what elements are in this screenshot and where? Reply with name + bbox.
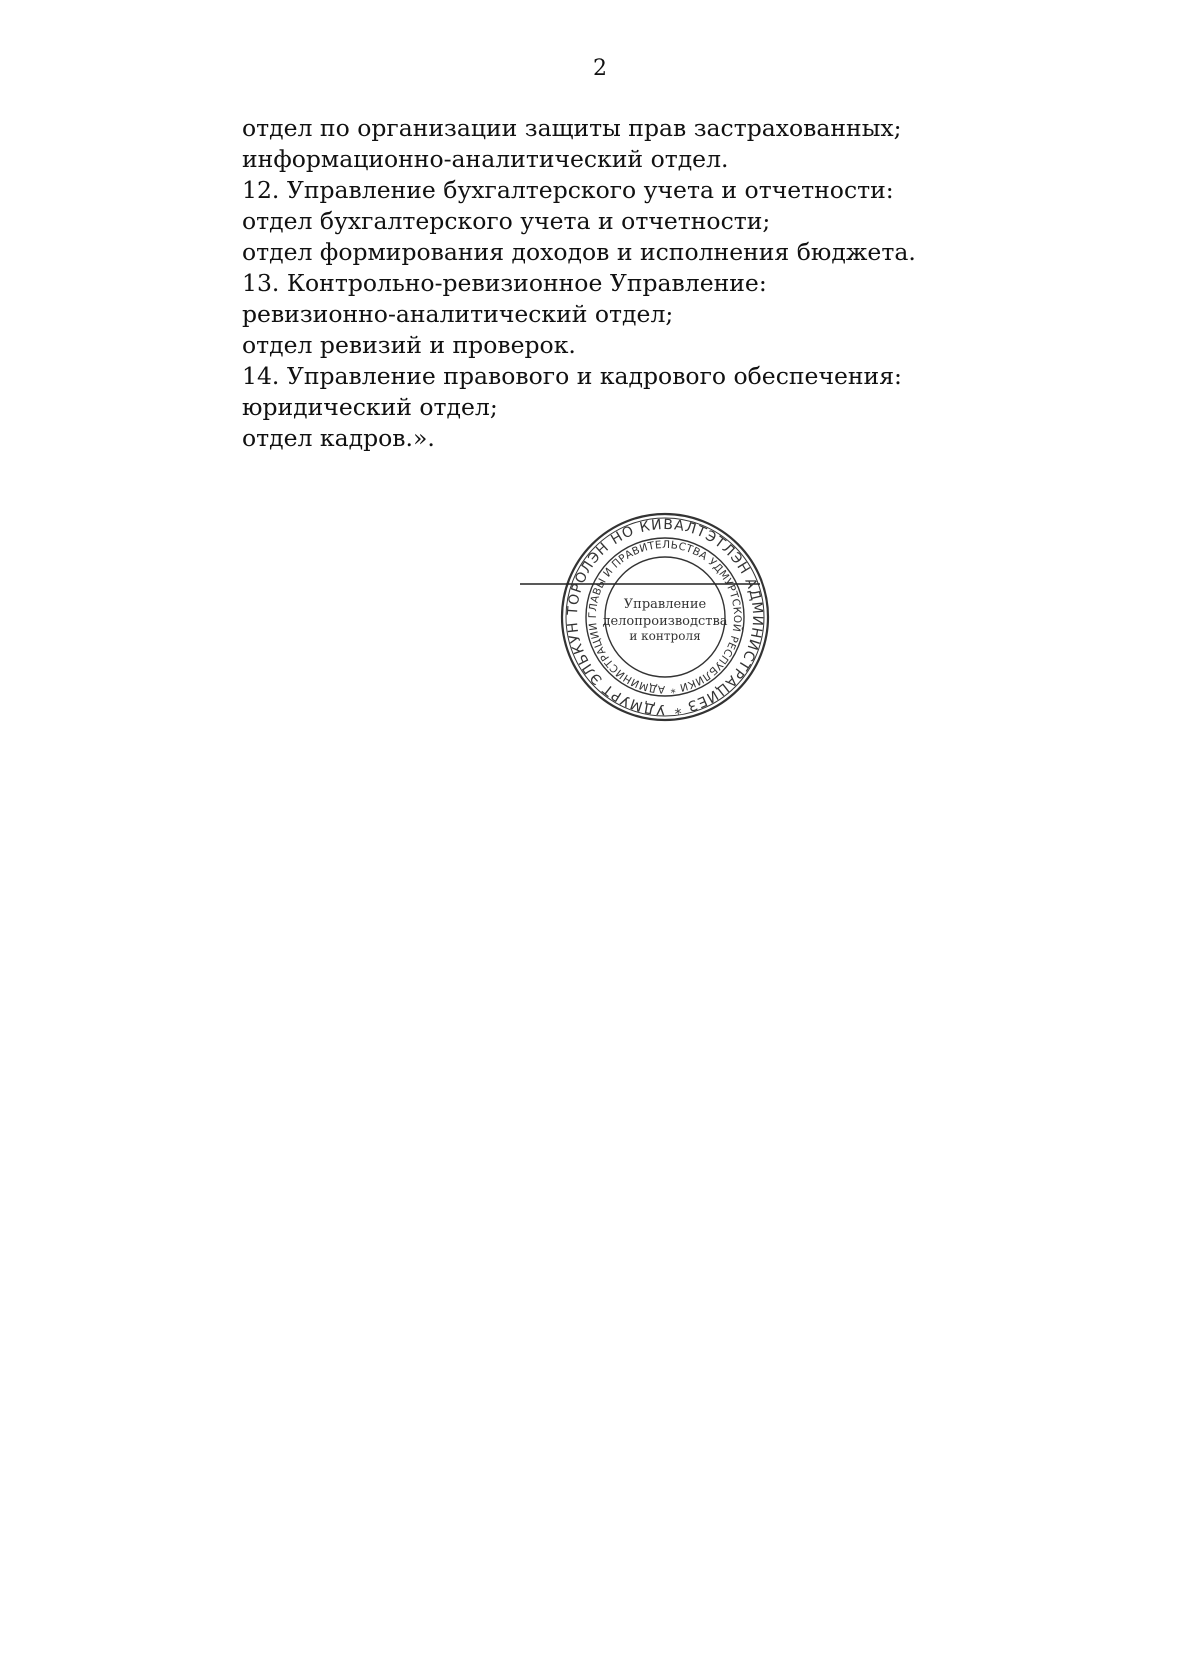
seal-center-line-3: и контроля [629, 629, 701, 643]
text-line: 14. Управление правового и кадрового обеспечения: [242, 362, 902, 390]
text-line: информационно-аналитический отдел. [242, 145, 729, 173]
page-number: 2 [593, 56, 607, 81]
document-body [242, 113, 1142, 454]
seal-graphic [520, 500, 810, 725]
text-line: юридический отдел; [242, 393, 498, 421]
official-seal [520, 500, 810, 725]
seal-center-line-1: Управление [623, 597, 707, 612]
text-line: отдел по организации защиты прав застрахованных; [242, 114, 902, 142]
text-line: отдел формирования доходов и исполнения бюджета. [242, 238, 916, 266]
seal-outer-text: УДМУРТ ЭЛЬКУН ТОРОЛЭН НО КИВАЛТЭТЛЭН АДМИНИСТРАЦИЕЗ * [564, 516, 766, 718]
text-line: ревизионно-аналитический отдел; [242, 300, 674, 328]
seal-center-line-2: делопроизводства [602, 614, 728, 629]
text-line: 13. Контрольно-ревизионное Управление: [242, 269, 767, 297]
text-line: отдел кадров.». [242, 424, 435, 452]
seal-inner-text: АДМИНИСТРАЦИИ ГЛАВЫ И ПРАВИТЕЛЬСТВА УДМУРТСКОЙ РЕСПУБЛИКИ * [586, 538, 744, 696]
text-line: отдел ревизий и проверок. [242, 331, 576, 359]
text-line: 12. Управление бухгалтерского учета и отчетности: [242, 176, 894, 204]
text-line: отдел бухгалтерского учета и отчетности; [242, 207, 771, 235]
